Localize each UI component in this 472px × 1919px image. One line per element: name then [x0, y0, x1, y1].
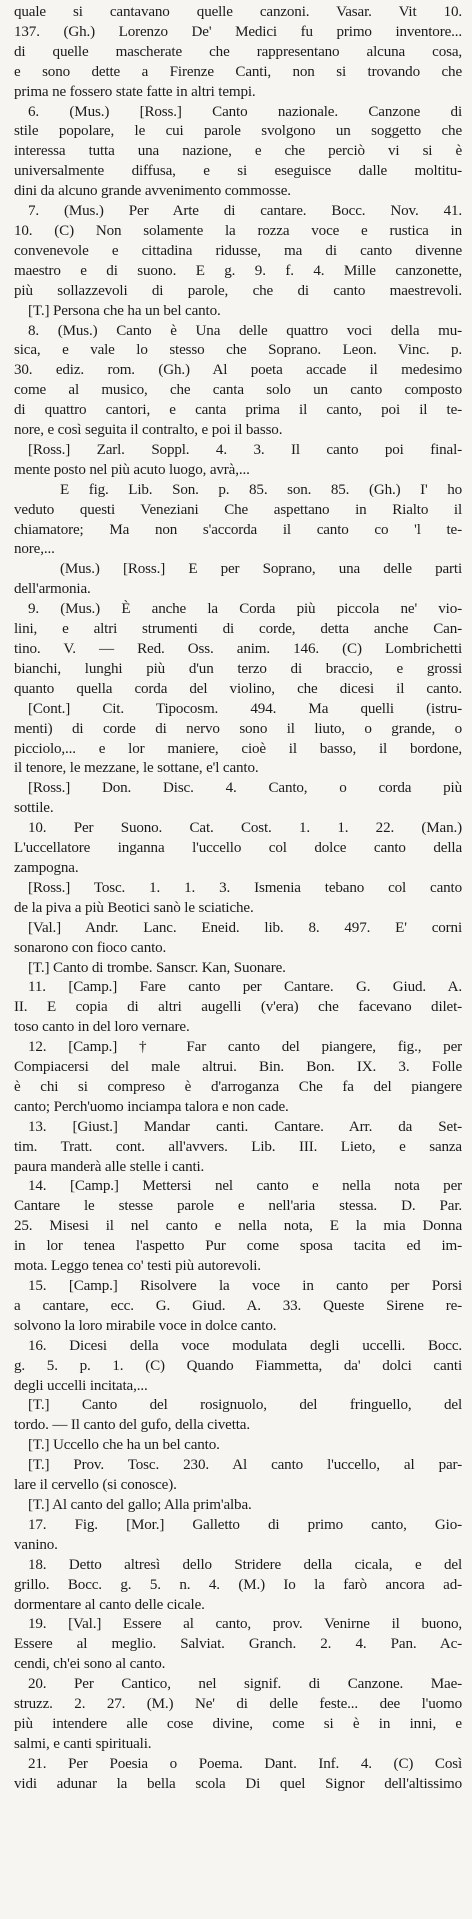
- text-line: tino. V. — Red. Oss. anim. 146. (C) Lombrichetti: [14, 641, 462, 657]
- entry-heading: 15. [Camp.] Risolvere la voce in canto per Porsi: [28, 1278, 462, 1294]
- entry-heading: 13. [Giust.] Mandar canti. Cantare. Arr. da Set-: [28, 1118, 462, 1135]
- entry-heading: 17. Fig. [Mor.] Galletto di primo canto, Gio-: [28, 1516, 462, 1533]
- text-line: il tenore, le mezzane, le sottane, e'l canto.: [14, 760, 259, 777]
- text-line: lare il cervello (si conosce).: [14, 1477, 177, 1494]
- entry-heading: 12. [Camp.] † Far canto del piangere, fig., per: [28, 1039, 462, 1056]
- entry-heading: 16. Dicesi della voce modulata degli uccelli. Bocc.: [28, 1337, 462, 1354]
- text-line: sottile.: [14, 800, 54, 817]
- text-line: cendi, ch'ei sono al canto.: [14, 1656, 166, 1673]
- text-line: nore, e così seguita il contralto, e poi il basso.: [14, 422, 283, 439]
- text-line: picciolo,... e lor maniere, cioè il basso, il bordone,: [14, 740, 462, 757]
- text-line: menti) di corde di nervo sono il liuto, o grande, o: [14, 720, 462, 737]
- text-line: veduto questi Veneziani Che aspettano in Rialto il: [14, 501, 462, 518]
- entry-heading: 10. Per Suono. Cat. Cost. 1. 1. 22. (Man.): [28, 820, 462, 837]
- subentry-line: [T.] Canto del rosignuolo, del fringuello, del: [28, 1397, 462, 1414]
- text-line: universalmente diffusa, e si eseguisce dalle moltitu-: [14, 163, 462, 180]
- text-line: Compiacersi del male altrui. Bin. Bon. IX. 3. Folle: [14, 1059, 462, 1076]
- text-line: dormentare al canto delle cicale.: [14, 1596, 205, 1613]
- text-line: tordo. — Il canto del gufo, della civetta.: [14, 1417, 250, 1434]
- text-line: dell'armonia.: [14, 581, 91, 598]
- text-line: 137. (Gh.) Lorenzo De' Medici fu primo inventore...: [14, 23, 462, 40]
- text-line: come al musico, che canta solo un canto composto: [14, 382, 462, 399]
- subentry-line: [Cont.] Cit. Tipocosm. 494. Ma quelli (istru-: [28, 700, 462, 717]
- text-line: L'uccellatore inganna l'uccello col dolce canto della: [14, 840, 462, 857]
- subentry-line: [T.] Al canto del gallo; Alla prim'alba.: [28, 1496, 252, 1513]
- text-line: sonarono con fioco canto.: [14, 939, 167, 956]
- text-line: solvono la loro mirabile voce in dolce canto.: [14, 1317, 277, 1334]
- text-line: interessa tutta una nazione, e che perciò vi si è: [14, 143, 462, 160]
- text-line: 25. Misesi il nel canto e nella nota, E la mia Donna: [14, 1218, 462, 1235]
- subentry-line: [T.] Prov. Tosc. 230. Al canto l'uccello, al par-: [28, 1457, 462, 1474]
- entry-heading: 8. (Mus.) Canto è Una delle quattro voci della mu-: [28, 322, 462, 339]
- text-line: sica, e vale lo stesso che Soprano. Leon. Vinc. p.: [14, 342, 462, 359]
- text-line: Cantare le stesse parole e nell'aria stessa. D. Par.: [14, 1198, 462, 1215]
- text-line: dini da alcuno grande avvenimento commosse.: [14, 183, 291, 200]
- text-line: Essere al meglio. Salviat. Granch. 2. 4. Pan. Ac-: [14, 1636, 462, 1653]
- entry-heading: 21. Per Poesia o Poema. Dant. Inf. 4. (C) Così: [28, 1755, 462, 1772]
- entry-heading: 20. Per Cantico, nel signif. di Canzone. Mae-: [28, 1676, 462, 1693]
- text-line: in lor tenea l'aspetto Pur come sposa tacita ed im-: [14, 1238, 462, 1255]
- text-line: più intendere alle cose divine, come si è in inni, e: [14, 1715, 462, 1732]
- text-line: grillo. Bocc. g. 5. n. 4. (M.) Io la farò ancora ad-: [14, 1576, 462, 1593]
- text-line: mente posto nel più acuto luogo, avrà,...: [14, 461, 250, 478]
- text-line: toso canto in del loro vernare.: [14, 1019, 190, 1036]
- subentry-line: [Ross.] Tosc. 1. 1. 3. Ismenia tebano col canto: [28, 879, 462, 896]
- text-line: e sono dette a Firenze Canti, non si trovando che: [14, 63, 462, 80]
- text-line: convenevole e cittadina ridusse, ma di canto divenne: [14, 242, 462, 259]
- text-line: lini, e altri strumenti di corde, detta anche Can-: [14, 621, 462, 638]
- text-line: mota. Leggo tenea co' testi più autorevoli.: [14, 1258, 261, 1275]
- text-line: de la piva a più Beotici sanò le sciatiche.: [14, 899, 254, 916]
- entry-heading: 11. [Camp.] Fare canto per Cantare. G. Giud. A.: [28, 979, 462, 996]
- entry-heading: 18. Detto altresì dello Stridere della cicala, e del: [28, 1556, 462, 1573]
- subentry-line: [T.] Canto di trombe. Sanscr. Kan, Suonare.: [28, 959, 286, 976]
- text-line: 10. (C) Non solamente la rozza voce e rustica in: [14, 222, 462, 239]
- subentry-line: [T.] Uccello che ha un bel canto.: [28, 1437, 220, 1454]
- text-line: bianchi, lunghi più d'un terzo di braccio, e grossi: [14, 660, 462, 677]
- text-line: vidi adunar la bella scola Di quel Signor dell'altissimo: [14, 1775, 462, 1792]
- subentry-line: [Ross.] Don. Disc. 4. Canto, o corda più: [28, 780, 462, 797]
- subentry-line: [T.] Persona che ha un bel canto.: [28, 302, 221, 319]
- entry-heading: 9. (Mus.) È anche la Corda più piccola ne' vio-: [28, 601, 462, 618]
- text-line: quanto quella corda del violino, che dicesi il canto.: [14, 680, 462, 697]
- subentry-line: (Mus.) [Ross.] E per Soprano, una delle parti: [60, 561, 462, 578]
- text-line: più sollazzevoli di parole, che di canto maestrevoli.: [14, 282, 462, 299]
- text-line: vanino.: [14, 1536, 58, 1553]
- text-line: prima ne fossero state fatte in altri tempi.: [14, 83, 256, 100]
- entry-heading: 14. [Camp.] Mettersi nel canto e nella nota per: [28, 1178, 462, 1195]
- text-line: II. E copia di altri augelli (v'era) che facevano dilet-: [14, 999, 462, 1016]
- entry-heading: 19. [Val.] Essere al canto, prov. Venirne il buono,: [28, 1616, 462, 1633]
- text-line: nore,...: [14, 541, 55, 558]
- text-line: chiamatore; Ma non s'accorda il canto co 'l te-: [14, 521, 462, 538]
- text-line: degli uccelli incitata,...: [14, 1377, 148, 1394]
- text-line: di quelle mascherate che rappresentano alcuna cosa,: [14, 43, 462, 60]
- text-line: salmi, e canti spirituali.: [14, 1735, 152, 1752]
- text-line: è chi si compreso è d'arroganza Che fa del piangere: [14, 1078, 462, 1095]
- text-line: a cantare, ecc. G. Giud. A. 33. Queste Sirene re-: [14, 1297, 462, 1314]
- text-line: di quattro cantori, e canta prima il canto, poi il te-: [14, 402, 462, 419]
- text-line: struzz. 2. 27. (M.) Ne' di delle feste... dee l'uomo: [14, 1696, 462, 1713]
- text-line: 30. ediz. rom. (Gh.) Al poeta accade il medesimo: [14, 362, 462, 379]
- entry-heading: 7. (Mus.) Per Arte di cantare. Bocc. Nov. 41.: [28, 203, 462, 220]
- text-line: quale si cantavano quelle canzoni. Vasar. Vit 10.: [14, 4, 462, 20]
- text-line: g. 5. p. 1. (C) Quando Fiammetta, da' dolci canti: [14, 1357, 462, 1374]
- text-line: canto; Perch'uomo inciampa talora e non cade.: [14, 1098, 289, 1115]
- subentry-line: E fig. Lib. Son. p. 85. son. 85. (Gh.) I' ho: [60, 481, 462, 498]
- text-line: tim. Tratt. cont. all'avvers. Lib. III. Lieto, e sanza: [14, 1138, 462, 1155]
- entry-heading: 6. (Mus.) [Ross.] Canto nazionale. Canzone di: [28, 103, 462, 120]
- text-line: maestro e di suono. E g. 9. f. 4. Mille canzonette,: [14, 262, 462, 279]
- text-line: stile popolare, le cui parole svolgono un soggetto che: [14, 123, 462, 140]
- text-line: zampogna.: [14, 859, 79, 876]
- subentry-line: [Ross.] Zarl. Soppl. 4. 3. Il canto poi final-: [28, 441, 462, 458]
- subentry-line: [Val.] Andr. Lanc. Eneid. lib. 8. 497. E' corni: [28, 919, 462, 936]
- text-line: paura manderà alle stelle i canti.: [14, 1158, 205, 1175]
